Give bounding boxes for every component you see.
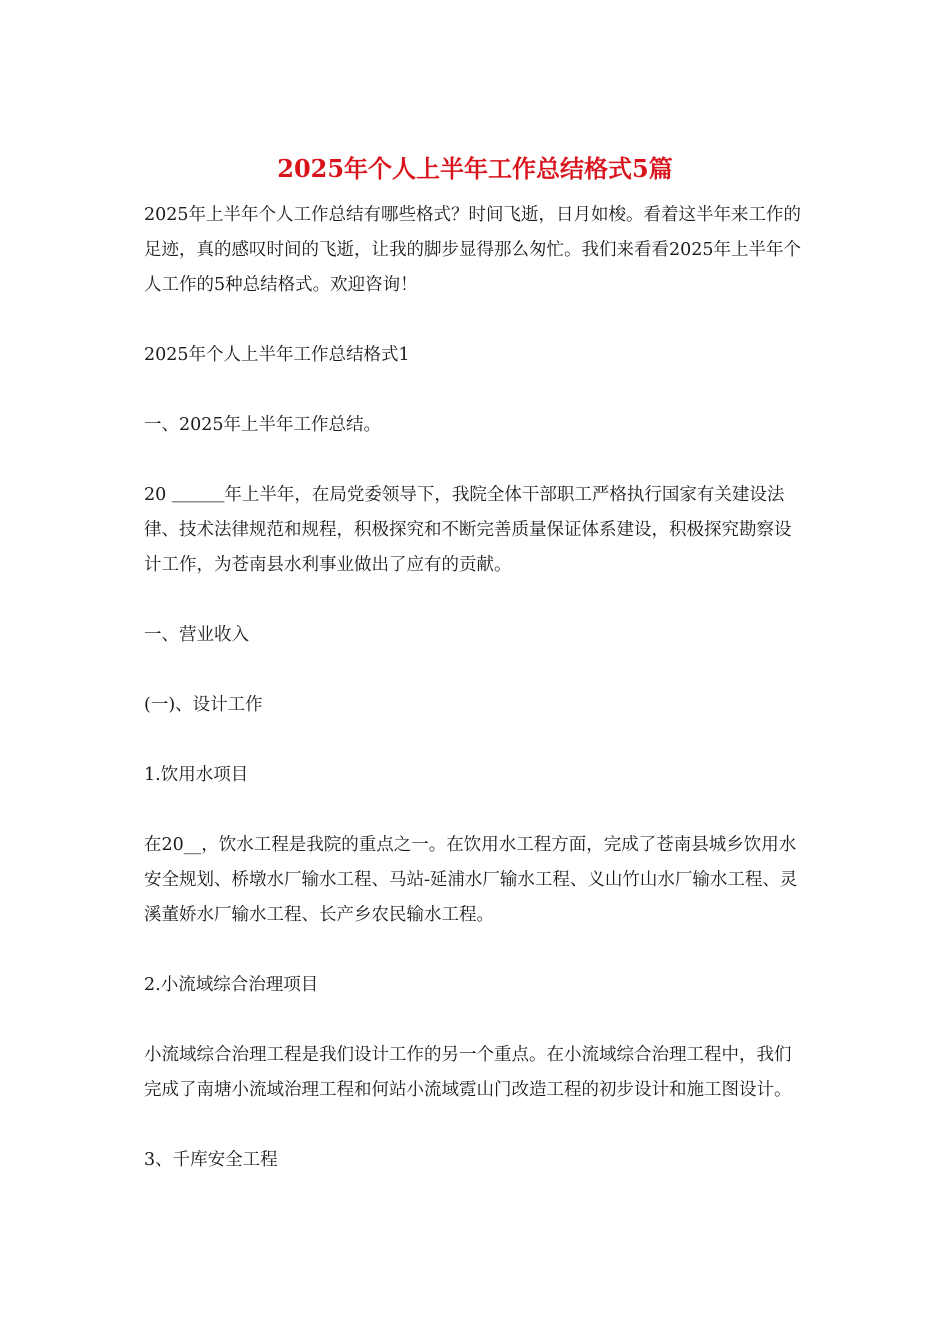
body-paragraph: 在20__，饮水工程是我院的重点之一。在饮用水工程方面，完成了苍南县城乡饮用水安全规划、桥墩水厂输水工程、马站-延浦水厂输水工程、义山竹山水厂输水工程、灵溪董娇水厂输水工程、长产乡农民输水工程。 bbox=[144, 835, 798, 925]
section-heading-revenue: 一、营业收入 bbox=[144, 625, 249, 645]
section-heading-summary: 一、2025年上半年工作总结。 bbox=[144, 415, 382, 435]
document-body bbox=[144, 198, 806, 1213]
subsection-heading-design: (一)、设计工作 bbox=[144, 695, 263, 715]
intro-paragraph: 2025年上半年个人工作总结有哪些格式？时间飞逝，日月如梭。看着这半年来工作的足迹，真的感叹时间的飞逝，让我的脚步显得那么匆忙。我们来看看2025年上半年个人工作的5种总结格式。欢迎咨询！ bbox=[144, 205, 802, 295]
document-title: 2025年个人上半年工作总结格式5篇 bbox=[277, 154, 673, 183]
item-heading-reservoir-safety: 3、千库安全工程 bbox=[144, 1150, 278, 1170]
item-heading-watershed: 2.小流域综合治理项目 bbox=[144, 975, 319, 995]
section-heading-format-1: 2025年个人上半年工作总结格式1 bbox=[144, 345, 410, 365]
body-paragraph: 20 ＿＿＿年上半年，在局党委领导下，我院全体干部职工严格执行国家有关建设法律、技术法律规范和规程，积极探究和不断完善质量保证体系建设，积极探究勘察设计工作，为苍南县水利事业做出了应有的贡献。 bbox=[144, 485, 792, 575]
body-paragraph: 小流域综合治理工程是我们设计工作的另一个重点。在小流域综合治理工程中，我们完成了南塘小流域治理工程和何站小流域霓山门改造工程的初步设计和施工图设计。 bbox=[144, 1045, 792, 1100]
item-heading-drinking-water: 1.饮用水项目 bbox=[144, 765, 249, 785]
